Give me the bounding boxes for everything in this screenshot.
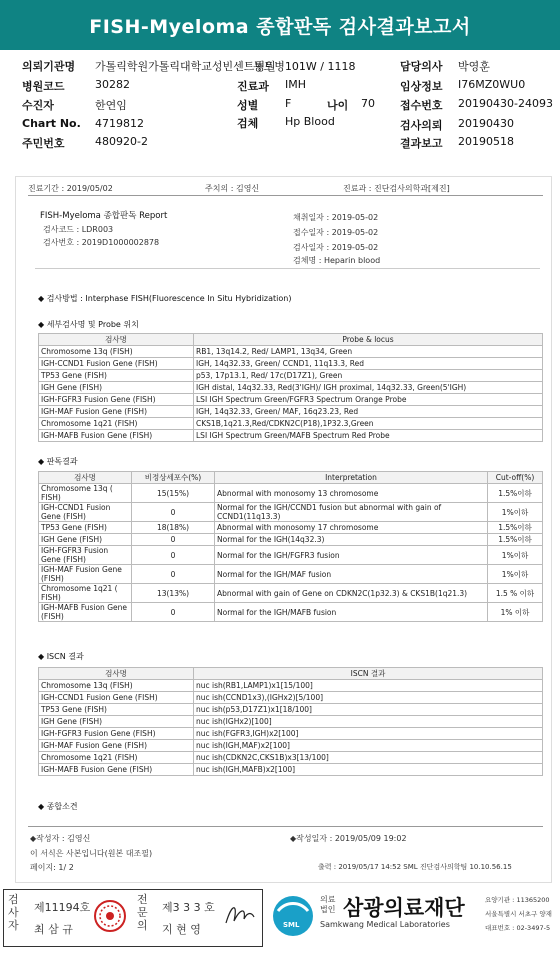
specialist-label: 전문의 [137,893,148,932]
test-code: 검사코드 : LDR003 [43,225,114,234]
table-cell: CKS1B,1q21.3,Red/CDKN2C(P18),1P32.3,Green [194,418,543,430]
patient-value: 한연임 [95,99,127,112]
patient-label: 수진자 [22,99,54,112]
table-cell: RB1, 13q14.2, Red/ LAMP1, 13q34, Green [194,346,543,358]
sml-text: SML [283,921,300,929]
iscn-row [39,764,543,776]
test-date: 검사일자 : 2019-05-02 [293,243,379,252]
result-table [38,471,543,622]
sex-value: F [285,97,292,110]
table-cell: Chromosome 1q21 (FISH) [39,418,194,430]
iscn-row [39,740,543,752]
table-cell: 0 [132,534,215,546]
doc-report-title: FISH-Myeloma 종합판독 Report [40,211,168,221]
table-cell: p53, 17p13.1, Red/ 17c(D17Z1), Green [194,370,543,382]
column-header: Interpretation [215,472,488,484]
table-cell: 0 [132,603,215,622]
table-cell: 18(18%) [132,522,215,534]
result-row [39,484,543,503]
table-cell: 0 [132,565,215,584]
result-row [39,522,543,534]
table-cell: 1.5%이하 [488,484,543,503]
table-cell: Abnormal with monosomy 13 chromosome [215,484,488,503]
table-cell: Normal for the IGH/MAF fusion [215,565,488,584]
chart-value: 4719812 [95,117,144,130]
divider [28,826,543,827]
table-cell: nuc ish(FGFR3,IGH)x2[100] [194,728,543,740]
table-cell: Chromosome 1q21 ( FISH) [39,584,132,603]
table-cell: IGH-FGFR3 Fusion Gene (FISH) [39,728,194,740]
table-cell: TP53 Gene (FISH) [39,704,194,716]
signature-icon [222,899,258,931]
copy-note: 이 서식은 사본입니다(원본 대조필) [30,849,153,858]
result-row [39,546,543,565]
probe-row [39,382,543,394]
column-header: Cut-off(%) [488,472,543,484]
age-value: 70 [361,97,375,110]
rrn-label: 주민번호 [22,137,65,150]
result-row [39,584,543,603]
table-cell: LSI IGH Spectrum Green/FGFR3 Spectrum Orange Probe [194,394,543,406]
accession-label: 접수번호 [400,99,443,112]
sml-logo-icon [270,893,316,939]
table-cell: 1.5 % 이하 [488,584,543,603]
table-cell: TP53 Gene (FISH) [39,370,194,382]
printed-info: 출력 : 2019/05/17 14:52 SML 진단검사의학팀 10.10.56.15 [318,863,512,871]
table-cell: 0 [132,546,215,565]
result-section-title: ◆ 판독결과 [38,457,78,466]
written-date: ◆작성일자 : 2019/05/09 19:02 [290,834,407,843]
column-header: Probe & locus [194,334,543,346]
receive-date: 접수일자 : 2019-05-02 [293,228,379,237]
code-label: 병원코드 [22,80,65,93]
method: ◆ 검사방법 : Interphase FISH(Fluorescence In Situ Hybridization) [38,294,292,303]
column-header: 비정상세포수(%) [132,472,215,484]
table-cell: IGH Gene (FISH) [39,716,194,728]
table-cell: IGH-MAFB Fusion Gene (FISH) [39,430,194,442]
iscn-row [39,680,543,692]
spec-label: 검체 [237,117,259,130]
page-number: 페이지: 1/ 2 [30,863,74,872]
iscn-row [39,728,543,740]
table-cell: Normal for the IGH(14q32.3) [215,534,488,546]
result-row [39,503,543,522]
result-row [39,565,543,584]
examiner-name: 최 삼 규 [34,923,73,936]
table-cell: IGH-CCND1 Fusion Gene (FISH) [39,692,194,704]
table-cell: Chromosome 13q (FISH) [39,680,194,692]
collect-date: 채취일자 : 2019-05-02 [293,213,379,222]
attending-doctor: 주치의 : 김영신 [205,184,260,193]
divider [28,195,543,196]
clinical-label: 임상정보 [400,80,443,93]
table-cell: 1%이하 [488,546,543,565]
table-cell: 1%이하 [488,503,543,522]
table-cell: IGH-MAF Fusion Gene (FISH) [39,740,194,752]
table-cell: IGH distal, 14q32.33, Red(3'IGH)/ IGH proximal, 14q32.33, Green(5'IGH) [194,382,543,394]
table-cell: Normal for the IGH/FGFR3 fusion [215,546,488,565]
examiner-label: 검사자 [8,893,19,932]
report-date-label: 결과보고 [400,137,443,150]
summary-section-title: ◆ 종합소견 [38,802,78,811]
table-cell: IGH-FGFR3 Fusion Gene (FISH) [39,394,194,406]
dept-value: IMH [285,78,307,91]
table-cell: Abnormal with gain of Gene on CDKN2C(1p32.3) & CKS1B(1q21.3) [215,584,488,603]
table-cell: 1.5%이하 [488,522,543,534]
doc-dept: 진료과 : 진단검사의학과[제진] [343,184,450,193]
age-label: 나이 [327,99,349,112]
header-row: 의뢰기관명 [22,60,76,73]
probe-row [39,358,543,370]
table-cell: IGH-MAF Fusion Gene (FISH) [39,565,132,584]
ward: 동트병101W / 1118 [253,60,356,73]
table-cell: nuc ish(CCND1x3),(IGHx2)[5/100] [194,692,543,704]
chart-label: Chart No. [22,117,81,130]
visit-period: 진료기간 : 2019/05/02 [28,184,113,193]
table-cell: 1% 이하 [488,603,543,622]
table-cell: 1%이하 [488,565,543,584]
table-cell: IGH-MAFB Fusion Gene (FISH) [39,603,132,622]
examiner-license: 제11194호 [34,901,91,914]
logo-small: 의료법인 [320,895,336,914]
probe-row [39,370,543,382]
table-cell: IGH-FGFR3 Fusion Gene (FISH) [39,546,132,565]
probe-row [39,430,543,442]
seal-icon [93,899,127,933]
probe-row [39,418,543,430]
probe-table [38,333,543,442]
table-cell: IGH, 14q32.33, Green/ CCND1, 11q13.3, Red [194,358,543,370]
table-cell: IGH-CCND1 Fusion Gene (FISH) [39,358,194,370]
table-cell: Normal for the IGH/CCND1 fusion but abnormal with gain of CCND1(11q13.3) [215,503,488,522]
column-header: ISCN 결과 [194,668,543,680]
table-cell: nuc ish(IGH,MAFB)x2[100] [194,764,543,776]
clinical-value: I76MZ0WU0 [458,78,526,91]
table-cell: IGH, 14q32.33, Green/ MAF, 16q23.23, Red [194,406,543,418]
result-row [39,534,543,546]
table-cell: nuc ish(p53,D17Z1)x1[18/100] [194,704,543,716]
table-cell: IGH-CCND1 Fusion Gene (FISH) [39,503,132,522]
column-header: 검사명 [39,668,194,680]
doctor-label: 담당의사 [400,60,443,73]
author: ◆작성자 : 김영신 [30,834,91,843]
column-header: 검사명 [39,472,132,484]
info-1: 요양기관 : 11365200 [485,896,550,904]
table-cell: 13(13%) [132,584,215,603]
doctor-value: 박영훈 [458,60,490,73]
table-cell: IGH Gene (FISH) [39,534,132,546]
table-cell: 15(15%) [132,484,215,503]
info-3: 대표번호 : 02-3497-5 [485,924,551,932]
column-header: 검사명 [39,334,194,346]
request-value: 20190430 [458,117,514,130]
table-cell: IGH-MAF Fusion Gene (FISH) [39,406,194,418]
specialist-name: 지 현 영 [162,923,201,936]
table-cell: nuc ish(CDKN2C,CKS1B)x3[13/100] [194,752,543,764]
iscn-section-title: ◆ ISCN 결과 [38,652,84,661]
footer [0,887,560,955]
probe-section-title: ◆ 세부검사명 및 Probe 위치 [38,320,139,329]
table-cell: LSI IGH Spectrum Green/MAFB Spectrum Red Probe [194,430,543,442]
request-label: 검사의뢰 [400,119,443,132]
specialist-license: 제3 3 3 호 [162,901,215,914]
rrn-value: 480920-2 [95,135,148,148]
table-cell: nuc ish(IGH,MAF)x2[100] [194,740,543,752]
spec-value: Hp Blood [285,115,335,128]
iscn-table [38,667,543,776]
probe-row [39,346,543,358]
probe-row [39,394,543,406]
table-cell: 1.5%이하 [488,534,543,546]
sex-label: 성별 [237,99,259,112]
report-title: FISH-Myeloma 종합판독 검사결과보고서 [0,0,560,50]
company-name: 삼광의료재단 [343,896,465,920]
hospital-name: 가톨릭학원가톨릭대학교성빈센트병원 [95,60,276,73]
dept-label: 진료과 [237,80,269,93]
table-cell: nuc ish(IGHx2)[100] [194,716,543,728]
table-cell: 0 [132,503,215,522]
iscn-row [39,752,543,764]
divider [35,268,540,269]
iscn-row [39,704,543,716]
code-value: 30282 [95,78,130,91]
table-cell: IGH-MAFB Fusion Gene (FISH) [39,764,194,776]
result-row [39,603,543,622]
table-cell: Abnormal with monosomy 17 chromosome [215,522,488,534]
specimen-name: 검체명 : Heparin blood [293,256,381,265]
company-name-en: Samkwang Medical Laboratories [320,920,450,929]
table-cell: Chromosome 13q (FISH) [39,346,194,358]
iscn-row [39,716,543,728]
table-cell: TP53 Gene (FISH) [39,522,132,534]
table-cell: Chromosome 1q21 (FISH) [39,752,194,764]
info-2: 서울특별시 서초구 양재 [485,910,552,918]
probe-row [39,406,543,418]
report-date-value: 20190518 [458,135,514,148]
table-cell: Chromosome 13q ( FISH) [39,484,132,503]
iscn-row [39,692,543,704]
table-cell: IGH Gene (FISH) [39,382,194,394]
table-cell: Normal for the IGH/MAFB fusion [215,603,488,622]
table-cell: nuc ish(RB1,LAMP1)x1[15/100] [194,680,543,692]
accession-value: 20190430-24093 [458,97,553,110]
test-number: 검사번호 : 2019D1000002878 [43,238,160,247]
